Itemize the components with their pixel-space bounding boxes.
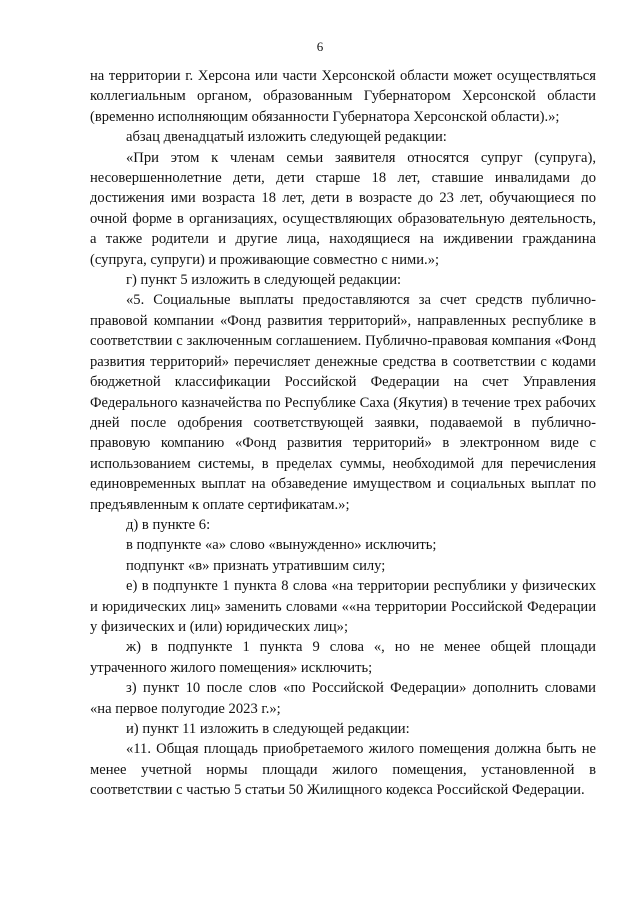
page-number: 6 [316,39,324,54]
paragraph: з) пункт 10 после слов «по Российской Федерации» дополнить словами «на первое полугодие 2023 г.»; [90,680,596,717]
paragraph: и) пункт 11 изложить в следующей редакции: [126,721,410,737]
paragraph: в подпункте «а» слово «вынужденно» исключить; [126,537,437,554]
paragraph: «При этом к членам семьи заявителя относятся супруг (супруга), несовершеннолетние дети, дети старше 18 лет, ставшие инвалидами до достижения ими возраста 18 лет, дети в возрасте до 23 лет, обучающиеся по очной форме в организациях, осуществляющих образовательную деятельность, а также родители и другие лица, находящиеся на иждивении гражданина (супруга, супруги) и проживающие совместно с ними.»; [90,149,596,268]
paragraph: подпункт «в» признать утратившим силу; [126,557,386,574]
paragraph: абзац двенадцатый изложить следующей редакции: [126,129,447,146]
paragraph: «11. Общая площадь приобретаемого жилого помещения должна быть не менее учетной нормы площади жилого помещения, установленной в соответствии с частью 5 статьи 50 Жилищного кодекса Российской Федерации. [90,741,596,799]
paragraph: на территории г. Херсона или части Херсонской области может осуществляться коллегиальным органом, образованным Губернатором Херсонской области (временно исполняющим обязанности Губернатора Херсонской области).»; [90,68,596,125]
paragraph: д) в пункте 6: [126,516,211,533]
document-body [90,66,596,801]
paragraph: е) в подпункте 1 пункта 8 слова «на территории республики у физических и юридических лиц» заменить словами ««на территории Российской Федерации у физических и (или) юридических лиц»; [90,578,596,635]
paragraph: г) пункт 5 изложить в следующей редакции: [126,272,402,289]
paragraph: «5. Социальные выплаты предоставляются за счет средств публично-правовой компании «Фонд развития территорий», направленных республике в соответствии с заключенным соглашением. Публично-правовая компания «Фонд развития территорий» перечисляет денежные средства в соответствии с кодами бюджетной классификации Российской Федерации на счет Управления Федерального казначейства по Республике Саха (Якутия) в течение трех рабочих дней после одобрения соответствующей заявки, подаваемой в публично-правовую компанию «Фонд развития территорий» в электронном виде с использованием системы, в пределах суммы, необходимой для перечисления единовременных выплат на обзаведение имуществом и социальных выплат по предъявленным к оплате сертификатам.»; [90,292,596,513]
paragraph: ж) в подпункте 1 пункта 9 слова «, но не менее общей площади утраченного жилого помещения» исключить; [90,639,596,676]
